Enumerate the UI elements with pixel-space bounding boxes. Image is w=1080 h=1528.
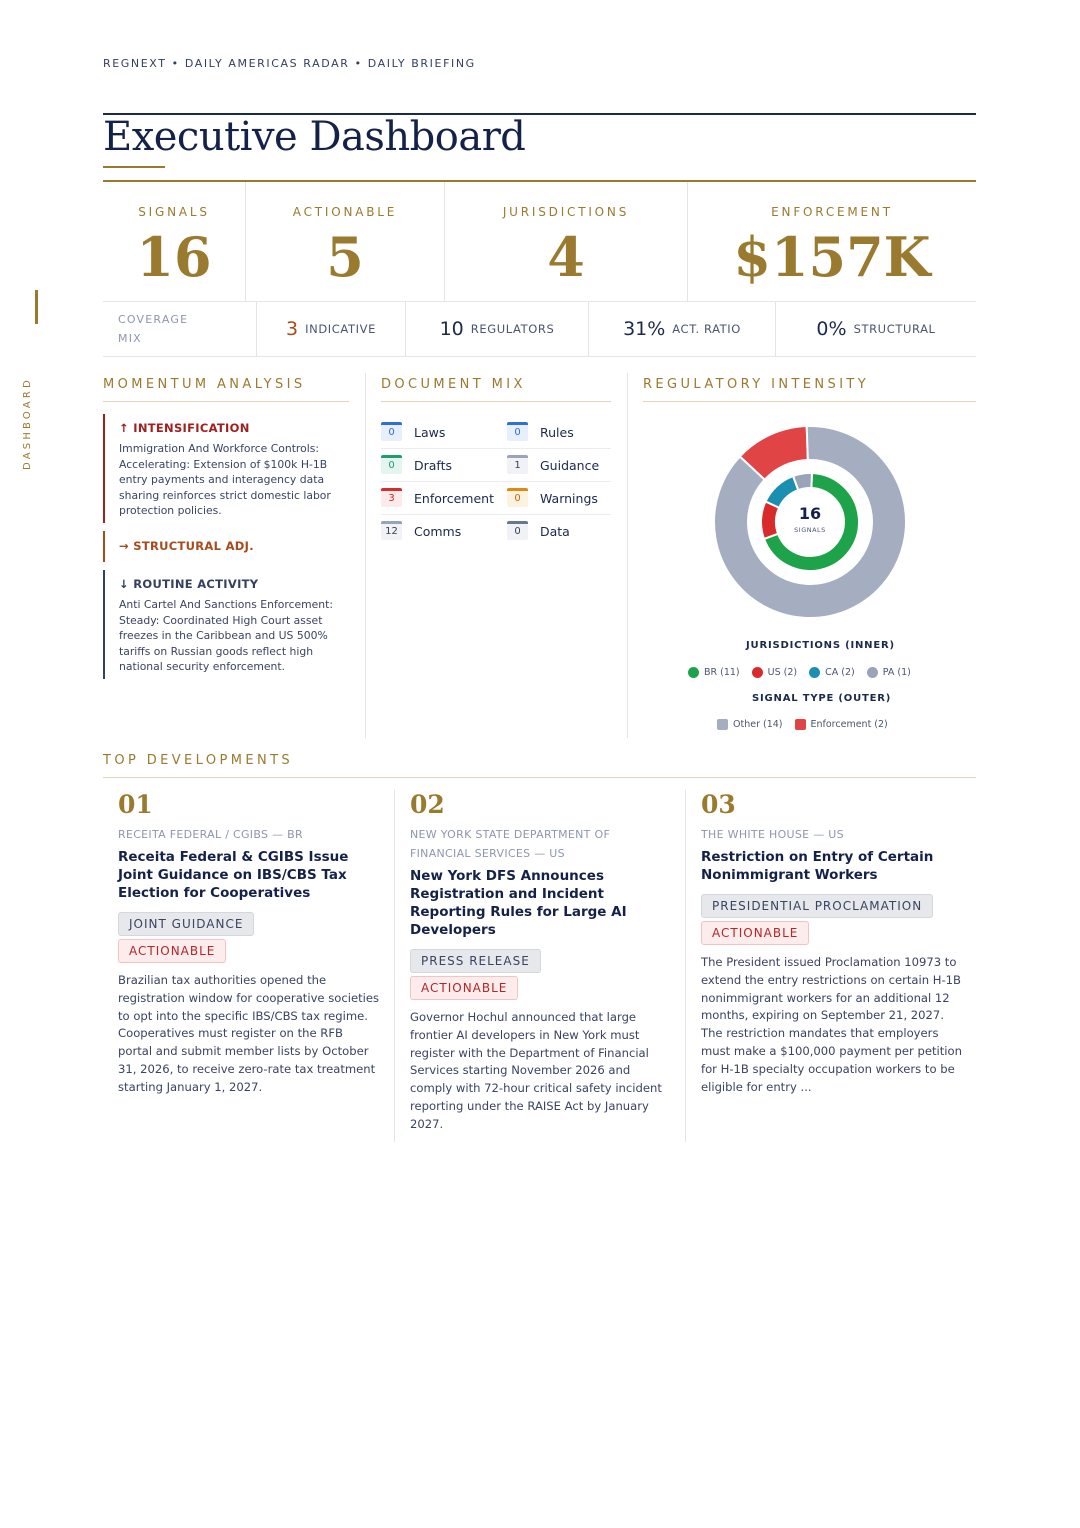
document-mix-label: Data <box>540 523 570 539</box>
kpi-value: 5 <box>326 225 364 289</box>
coverage-label-line1: COVERAGE <box>118 313 189 326</box>
development-card-1[interactable] <box>118 790 380 1097</box>
coverage-label-line2: MIX <box>118 332 142 345</box>
donut-center-label: SIGNALS <box>794 526 826 534</box>
title-underline <box>103 166 165 168</box>
document-mix-label: Drafts <box>414 457 453 473</box>
document-mix-item-data <box>507 518 570 544</box>
side-accent-bar <box>35 290 38 324</box>
coverage-number: 3 <box>286 318 299 340</box>
development-number: 01 <box>118 790 153 819</box>
development-source: RECEITA FEDERAL / CGIBS — BR <box>118 828 303 841</box>
coverage-text: INDICATIVE <box>305 322 376 336</box>
development-summary: The President issued Proclamation 10973 to extend the entry restrictions on certain H-1B nonimmigrant workers for an additional 12 months, expiring on September 21, 2027. The restriction mandates that employers must make a $100,000 payment per petition for H-1B specialty occupation workers to be eligible for entry ... <box>701 955 962 1094</box>
column-divider <box>685 790 686 1142</box>
kpi-jurisdictions <box>445 182 688 301</box>
momentum-item-structural <box>103 531 348 562</box>
momentum-item-routine <box>103 570 348 679</box>
document-mix-label: Comms <box>414 523 462 539</box>
column-divider <box>394 790 395 1142</box>
document-mix-separator <box>381 448 611 449</box>
kpi-row <box>103 182 976 302</box>
document-mix-count: 0 <box>381 424 402 441</box>
inner-legend-swatch <box>809 667 820 678</box>
inner-legend-swatch <box>688 667 699 678</box>
actionable-badge: ACTIONABLE <box>410 976 518 1000</box>
inner-legend-label: US (2) <box>767 667 798 678</box>
inner-legend-label: BR (11) <box>704 667 740 678</box>
inner-legend-swatch <box>867 667 878 678</box>
inner-legend-heading: JURISDICTIONS (INNER) <box>746 640 895 651</box>
momentum-heading: MOMENTUM ANALYSIS <box>103 377 306 392</box>
outer-legend-item <box>795 719 888 730</box>
momentum-item-heading: ↓ ROUTINE ACTIVITY <box>119 577 259 591</box>
development-title[interactable]: New York DFS Announces Registration and Incident Reporting Rules for Large AI Developers <box>410 868 627 938</box>
donut-center-value: 16 <box>798 504 822 523</box>
development-number: 03 <box>701 790 736 819</box>
kpi-label: ENFORCEMENT <box>771 205 893 219</box>
document-mix-label: Rules <box>540 424 574 440</box>
momentum-item-intensification <box>103 414 348 523</box>
coverage-act-ratio <box>589 302 776 356</box>
kpi-label: SIGNALS <box>138 205 210 219</box>
inner-legend-item <box>867 667 911 678</box>
kpi-signals <box>103 182 246 301</box>
development-summary: Governor Hochul announced that large frontier AI developers in New York must register with the Department of Financial Services starting November 2026 and comply with 72-hour critical safety incident reporting under the RAISE Act by January 2027. <box>410 1010 662 1131</box>
inner-slice-ca <box>766 476 799 508</box>
momentum-item-body: Anti Cartel And Sanctions Enforcement: Steady: Coordinated High Court asset freezes in the Caribbean and US 500% tariffs on Russian goods reflect high national security enforcement. <box>119 598 334 673</box>
document-mix-count: 0 <box>507 424 528 441</box>
document-mix-item-warnings <box>507 485 598 511</box>
development-title[interactable]: Restriction on Entry of Certain Nonimmigrant Workers <box>701 849 934 883</box>
kpi-actionable <box>246 182 445 301</box>
breadcrumb: REGNEXT • DAILY AMERICAS RADAR • DAILY BRIEFING <box>103 57 476 70</box>
development-summary: Brazilian tax authorities opened the registration window for cooperative societies to opt into the specific IBS/CBS tax regime. Cooperatives must register on the RFB portal and submit member lists by October 31, 2026, to receive zero-rate tax treatment starting January 1, 2027. <box>118 973 380 1094</box>
document-mix-rule <box>381 401 611 402</box>
document-mix-item-drafts <box>381 452 452 478</box>
inner-legend-item <box>809 667 855 678</box>
developments-rule <box>103 777 976 778</box>
development-card-3[interactable] <box>701 790 963 1096</box>
inner-legend-item <box>688 667 740 678</box>
document-type-tag: PRESS RELEASE <box>410 949 541 973</box>
development-card-2[interactable] <box>410 790 672 1134</box>
coverage-mix-label <box>103 302 257 356</box>
page-title: Executive Dashboard <box>103 114 526 160</box>
side-section-label: DASHBOARD <box>22 377 33 470</box>
inner-legend-label: PA (1) <box>882 667 911 678</box>
document-mix-count: 3 <box>381 490 402 507</box>
coverage-number: 10 <box>439 318 464 340</box>
coverage-text: REGULATORS <box>470 322 555 336</box>
intensity-donut-chart <box>709 421 911 623</box>
kpi-value: 16 <box>136 225 212 289</box>
development-source: THE WHITE HOUSE — US <box>701 828 844 841</box>
momentum-item-body: Immigration And Workforce Controls: Accelerating: Extension of $100k H-1B entry payments and interagency data sharing reinforces strict domestic labor protection policies. <box>119 442 331 517</box>
document-type-tag: PRESIDENTIAL PROCLAMATION <box>701 894 933 918</box>
document-type-tag: JOINT GUIDANCE <box>118 912 254 936</box>
inner-legend-label: CA (2) <box>825 667 855 678</box>
momentum-item-heading: ↑ INTENSIFICATION <box>119 421 250 435</box>
coverage-text: STRUCTURAL <box>853 322 936 336</box>
outer-legend <box>717 719 900 730</box>
coverage-structural <box>776 302 976 356</box>
document-mix-count: 0 <box>507 523 528 540</box>
momentum-rule <box>103 401 349 402</box>
document-mix-count: 0 <box>507 490 528 507</box>
document-mix-label: Enforcement <box>414 490 494 506</box>
development-title[interactable]: Receita Federal & CGIBS Issue Joint Guidance on IBS/CBS Tax Election for Cooperatives <box>118 849 349 901</box>
intensity-rule <box>643 401 976 402</box>
document-mix-count: 12 <box>381 523 402 540</box>
kpi-value: $157K <box>733 225 931 289</box>
coverage-text: ACT. RATIO <box>672 322 741 336</box>
developments-heading: TOP DEVELOPMENTS <box>103 753 294 768</box>
inner-legend <box>688 667 923 678</box>
document-mix-label: Guidance <box>540 457 600 473</box>
inner-legend-swatch <box>752 667 763 678</box>
coverage-regulators <box>406 302 589 356</box>
document-mix-separator <box>381 514 611 515</box>
document-mix-count: 1 <box>507 457 528 474</box>
document-mix-item-rules <box>507 419 574 445</box>
document-mix-separator <box>381 481 611 482</box>
document-mix-label: Laws <box>414 424 446 440</box>
document-mix-item-guidance <box>507 452 599 478</box>
document-mix-item-comms <box>381 518 461 544</box>
kpi-label: ACTIONABLE <box>292 205 398 219</box>
actionable-badge: ACTIONABLE <box>701 921 809 945</box>
document-mix-item-enforcement <box>381 485 494 511</box>
momentum-item-heading: → STRUCTURAL ADJ. <box>119 539 254 553</box>
actionable-badge: ACTIONABLE <box>118 939 226 963</box>
column-divider <box>365 373 366 738</box>
coverage-number: 31% <box>623 318 666 340</box>
development-source: NEW YORK STATE DEPARTMENT OF FINANCIAL SERVICES — US <box>410 828 611 860</box>
outer-legend-label: Other (14) <box>733 719 783 730</box>
document-mix-item-laws <box>381 419 445 445</box>
outer-legend-item <box>717 719 783 730</box>
outer-legend-swatch <box>717 719 728 730</box>
intensity-heading: REGULATORY INTENSITY <box>643 377 870 392</box>
inner-legend-item <box>752 667 797 678</box>
kpi-enforcement <box>688 182 976 301</box>
kpi-label: JURISDICTIONS <box>502 205 630 219</box>
coverage-indicative <box>257 302 406 356</box>
coverage-mix-row <box>103 302 976 357</box>
coverage-number: 0% <box>816 318 847 340</box>
outer-legend-swatch <box>795 719 806 730</box>
development-number: 02 <box>410 790 445 819</box>
column-divider <box>627 373 628 738</box>
outer-legend-label: Enforcement (2) <box>810 719 888 730</box>
document-mix-count: 0 <box>381 457 402 474</box>
kpi-value: 4 <box>547 225 585 289</box>
outer-legend-heading: SIGNAL TYPE (OUTER) <box>752 693 892 704</box>
document-mix-label: Warnings <box>540 490 598 506</box>
document-mix-heading: DOCUMENT MIX <box>381 377 526 392</box>
